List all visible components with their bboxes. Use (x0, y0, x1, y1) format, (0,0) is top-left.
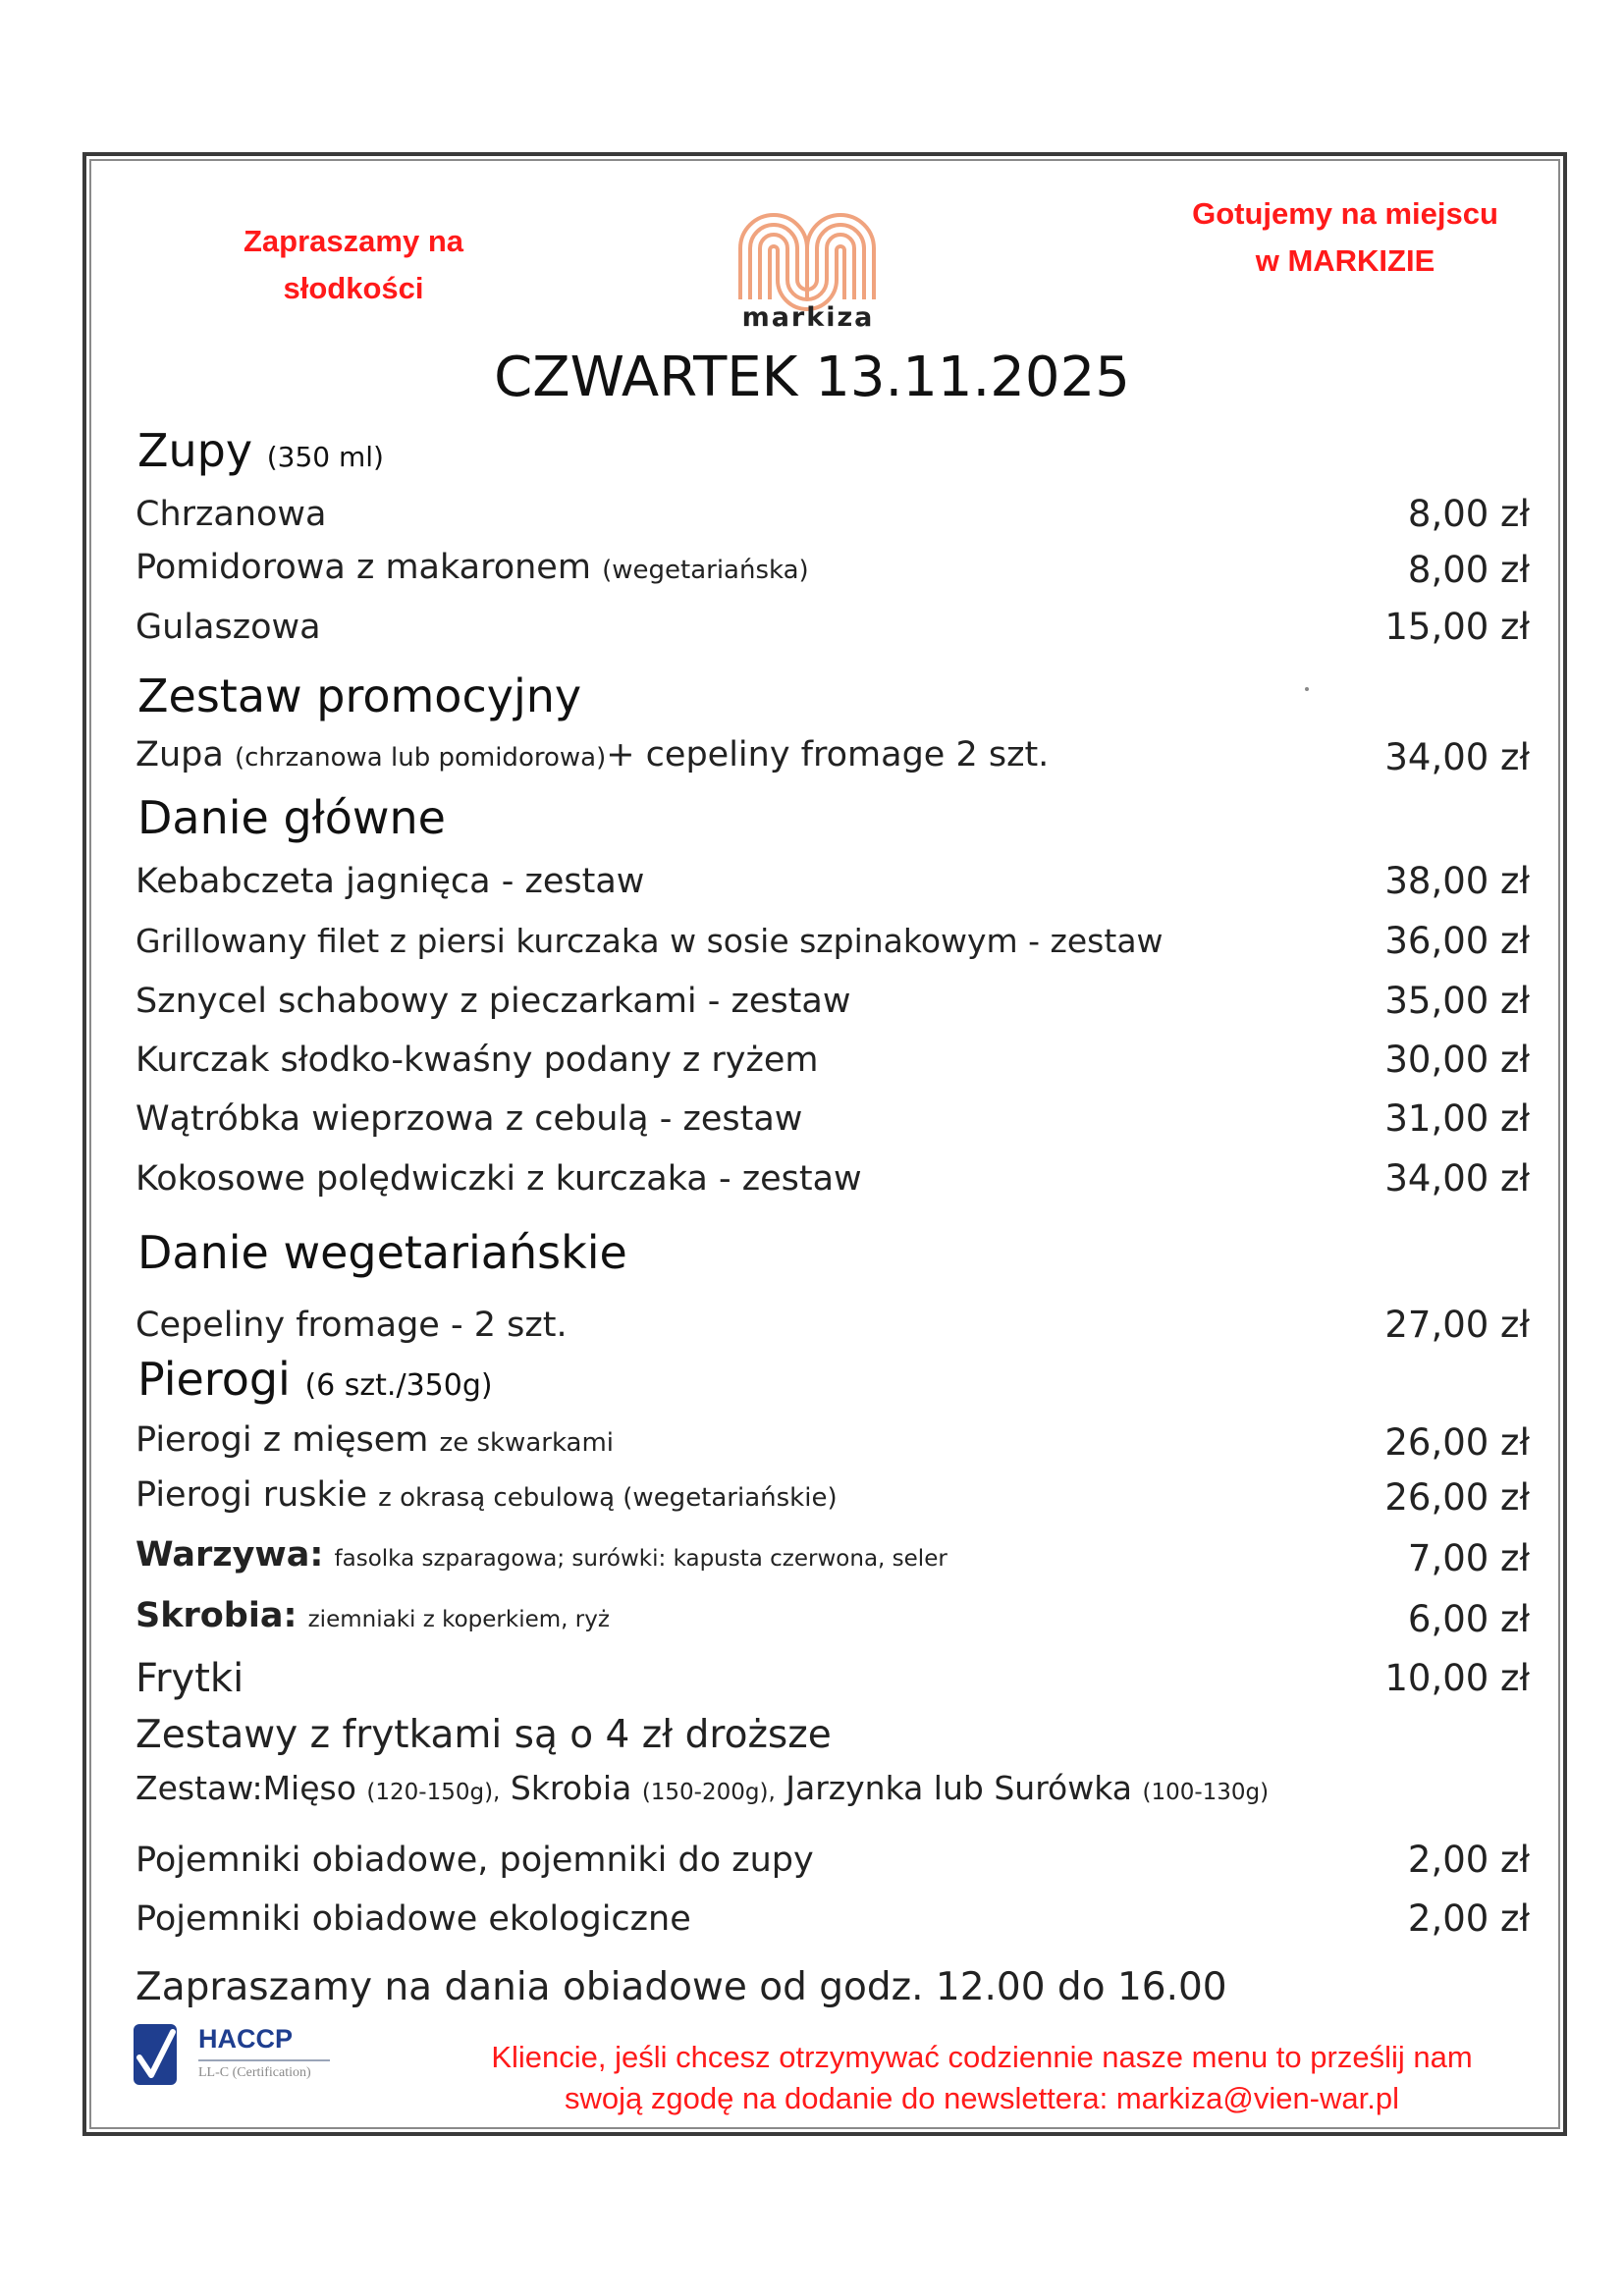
item-note: (wegetariańska) (602, 556, 809, 585)
menu-item (135, 1301, 1530, 1350)
menu-item (135, 1095, 1530, 1144)
item-name-text: Pierogi ruskie (135, 1475, 368, 1515)
item-note: ziemniaki z koperkiem, ryż (307, 1607, 610, 1632)
item-label: Warzywa: (135, 1535, 324, 1575)
item-price: 30,00 zł (1384, 1039, 1530, 1081)
item-name: Kokosowe polędwiczki z kurczaka - zestaw (135, 1159, 862, 1199)
item-note: ze skwarkami (439, 1428, 615, 1458)
menu-item (135, 490, 1530, 539)
item-name: Wątróbka wieprzowa z cebulą - zestaw (135, 1099, 803, 1139)
haccp-subtitle: LL-C (Certification) (198, 2065, 311, 2080)
newsletter-line-2: swoją zgodę na dodanie do newslettera: markiza@vien-war.pl (565, 2081, 1399, 2115)
menu-item (135, 1418, 1530, 1468)
item-name: Kebabczeta jagnięca - zestaw (135, 862, 645, 901)
item-price: 15,00 zł (1384, 606, 1530, 648)
item-price: 36,00 zł (1384, 920, 1530, 962)
opening-hours-text: Zapraszamy na dania obiadowe od godz. 12.00 do 16.00 (135, 1965, 1227, 2009)
section-heading-note: (6 szt./350g) (304, 1368, 493, 1403)
menu-item (135, 546, 1530, 595)
section-heading-label: Pierogi (137, 1353, 291, 1406)
item-price: 31,00 zł (1384, 1097, 1530, 1140)
set-part-name: Mięso (262, 1769, 356, 1807)
set-composition-text (135, 1764, 1269, 1817)
item-price: 10,00 zł (1384, 1657, 1530, 1699)
item-price: 6,00 zł (1407, 1598, 1530, 1640)
markiza-wordmark: markiza (741, 302, 875, 333)
scan-artifact (1305, 687, 1309, 691)
menu-item (135, 603, 1530, 652)
cooking-note-line-2: w MARKIZIE (1255, 243, 1435, 278)
item-name (135, 1591, 610, 1644)
menu-item (135, 1036, 1530, 1085)
item-name (135, 730, 1049, 782)
fries-note (135, 1711, 1530, 1760)
menu-item (135, 857, 1530, 906)
item-name: Chrzanowa (135, 495, 327, 534)
item-name: Sznycel schabowy z pieczarkami - zestaw (135, 982, 851, 1021)
item-note: fasolka szparagowa; surówki: kapusta czerwona, seler (334, 1546, 947, 1572)
menu-item (135, 1895, 1530, 1944)
set-part-weight: (120-150g), (366, 1780, 501, 1805)
item-name: Kurczak słodko-kwaśny podany z ryżem (135, 1041, 819, 1080)
side-item-warzywa (135, 1534, 1530, 1583)
opening-hours (135, 1963, 1530, 2012)
item-name (135, 1470, 838, 1522)
item-name (135, 1415, 614, 1468)
item-price: 26,00 zł (1384, 1476, 1530, 1519)
newsletter-note (432, 2037, 1532, 2119)
side-item-frytki (135, 1654, 1530, 1703)
section-heading-zupy (137, 424, 384, 477)
fries-note-text: Zestawy z frytkami są o 4 zł droższe (135, 1713, 832, 1757)
section-heading-vegetarian: Danie wegetariańskie (137, 1226, 627, 1279)
item-note: z okrasą cebulową (wegetariańskie) (378, 1483, 838, 1513)
item-name: Pojemniki obiadowe ekologiczne (135, 1899, 691, 1939)
set-prefix: Zestaw: (135, 1769, 263, 1807)
menu-item (135, 733, 1530, 782)
haccp-badge (134, 2024, 340, 2093)
item-name (135, 1530, 947, 1583)
item-name: Frytki (135, 1656, 244, 1701)
item-price: 7,00 zł (1407, 1537, 1530, 1579)
cooking-note-line-1: Gotujemy na miejscu (1192, 196, 1498, 231)
item-name: Grillowany filet z piersi kurczaka w sosie szpinakowym - zestaw (135, 922, 1164, 960)
set-part-weight: (150-200g), (641, 1780, 776, 1805)
item-name: Gulaszowa (135, 608, 321, 647)
menu-item (135, 1836, 1530, 1885)
menu-item (135, 1473, 1530, 1522)
sweets-note-line-1: Zapraszamy na (244, 224, 463, 258)
item-price: 8,00 zł (1407, 493, 1530, 535)
item-note: (chrzanowa lub pomidorowa) (234, 743, 607, 773)
section-heading-note: (350 ml) (266, 441, 384, 473)
item-price: 27,00 zł (1384, 1304, 1530, 1346)
menu-item (135, 977, 1530, 1026)
item-price: 2,00 zł (1407, 1897, 1530, 1940)
item-name-suffix: + cepeliny fromage 2 szt. (606, 735, 1050, 774)
section-heading-pierogi (137, 1353, 493, 1406)
section-heading-main: Danie główne (137, 791, 446, 844)
item-name-text: Pomidorowa z makaronem (135, 548, 591, 587)
item-price: 2,00 zł (1407, 1839, 1530, 1881)
side-item-skrobia (135, 1595, 1530, 1644)
set-part-name: Jarzynka lub Surówka (785, 1769, 1132, 1807)
haccp-divider (198, 2059, 330, 2061)
item-price: 34,00 zł (1384, 736, 1530, 778)
newsletter-line-1: Kliencie, jeśli chcesz otrzymywać codziennie nasze menu to prześlij nam (491, 2040, 1473, 2074)
haccp-title: HACCP (198, 2024, 294, 2054)
item-name-text: Zupa (135, 735, 224, 774)
menu-item (135, 1154, 1530, 1203)
section-heading-label: Zupy (137, 424, 253, 477)
cooking-note (1159, 190, 1532, 285)
set-part-weight: (100-130g) (1142, 1780, 1270, 1805)
item-price: 8,00 zł (1407, 549, 1530, 591)
item-name: Pojemniki obiadowe, pojemniki do zupy (135, 1841, 814, 1880)
set-composition (135, 1768, 1530, 1817)
page-title: CZWARTEK 13.11.2025 (494, 346, 1130, 409)
sweets-note (216, 218, 491, 312)
item-price: 34,00 zł (1384, 1157, 1530, 1200)
item-price: 26,00 zł (1384, 1421, 1530, 1464)
section-heading-promo: Zestaw promocyjny (137, 669, 582, 722)
item-name: Cepeliny fromage - 2 szt. (135, 1306, 568, 1345)
haccp-checkmark-icon (134, 2024, 177, 2085)
item-price: 35,00 zł (1384, 980, 1530, 1022)
item-name (135, 543, 809, 595)
item-name-text: Pierogi z mięsem (135, 1420, 429, 1460)
item-label: Skrobia: (135, 1596, 298, 1635)
item-price: 38,00 zł (1384, 860, 1530, 902)
set-part-name: Skrobia (510, 1769, 632, 1807)
sweets-note-line-2: słodkości (283, 271, 424, 305)
menu-item (135, 917, 1530, 966)
